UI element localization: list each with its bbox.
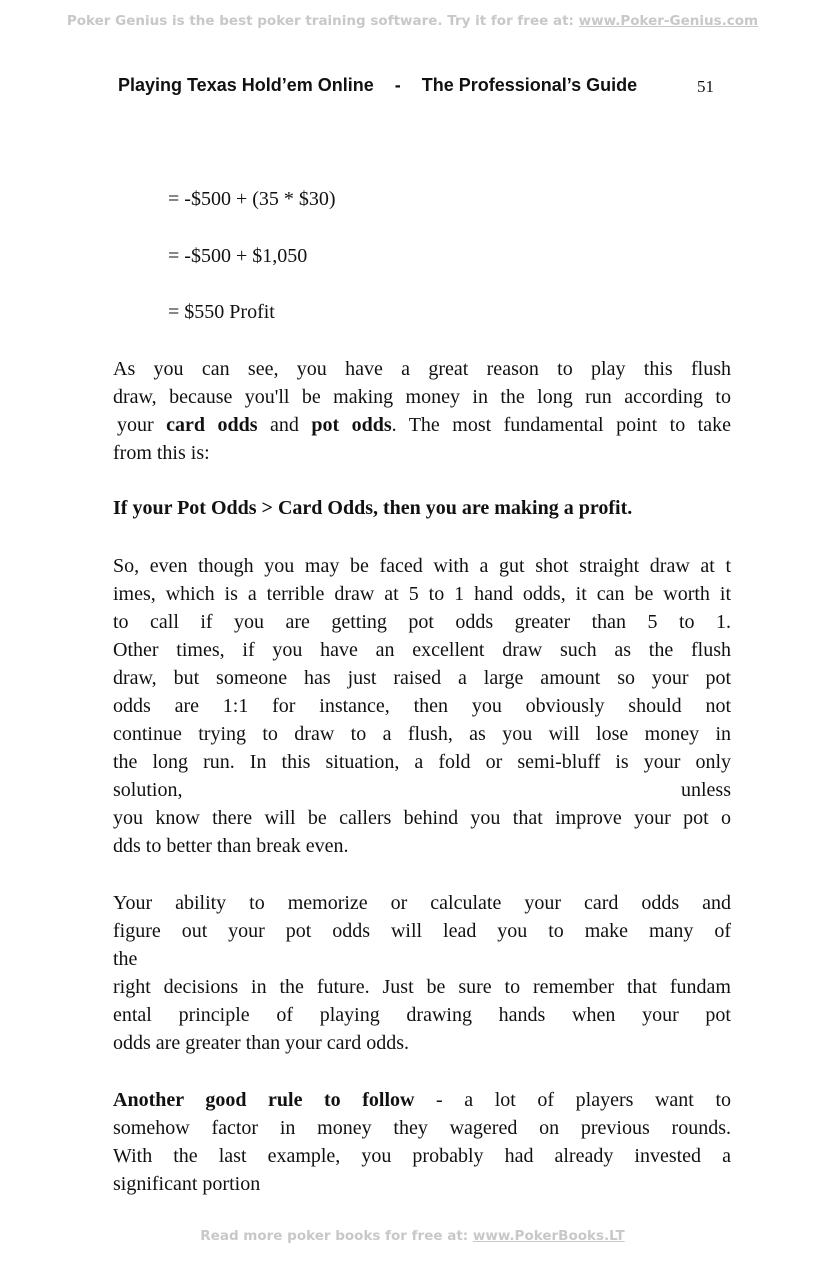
text-line: solution, unless: [113, 779, 731, 801]
poker-genius-link[interactable]: www.Poker-Genius.com: [578, 13, 759, 29]
paragraph-ability: [113, 889, 731, 1057]
running-head: [118, 75, 637, 96]
text-line: Your ability to memorize or calculate your card odds and: [113, 892, 731, 914]
card-odds-term: card odds: [166, 414, 258, 436]
text-run: and: [257, 414, 312, 436]
text-run: - a lot of players want to: [414, 1089, 731, 1111]
promo-banner-bottom-text: Read more poker books for free at:: [200, 1228, 473, 1244]
equation-line: = -$500 + (35 * $30): [168, 188, 336, 210]
text-line: the long run. In this situation, a fold or semi-bluff is your only: [113, 751, 731, 773]
text-run: . The most fundamental point to take: [391, 414, 731, 436]
text-line: As you can see, you have a great reason to play this flush: [113, 358, 731, 380]
pokerbooks-link[interactable]: www.PokerBooks.LT: [472, 1228, 625, 1244]
another-rule-lead: Another good rule to follow: [113, 1089, 415, 1111]
text-line: imes, which is a terrible draw at 5 to 1 hand odds, it can be worth it: [113, 583, 731, 605]
running-head-separator: -: [394, 75, 401, 95]
text-run: your: [117, 414, 167, 436]
equation-line: = $550 Profit: [168, 301, 275, 323]
text-line: draw, but someone has just raised a large amount so your pot: [113, 667, 731, 689]
text-line: continue trying to draw to a flush, as you will lose money in: [113, 723, 731, 745]
text-line: [113, 1086, 731, 1114]
promo-banner-top: [0, 13, 825, 29]
pot-odds-term: pot odds: [311, 414, 392, 436]
text-line: So, even though you may be faced with a gut shot straight draw at t: [113, 555, 731, 577]
equation-line: = -$500 + $1,050: [168, 245, 308, 267]
text-line: to call if you are getting pot odds greater than 5 to 1.: [113, 611, 731, 633]
text-line: right decisions in the future. Just be sure to remember that fundam: [113, 976, 731, 998]
text-line: significant portion: [113, 1173, 261, 1195]
book-title: Playing Texas Hold’em Online: [118, 75, 374, 95]
paragraph-gutshot: [113, 552, 731, 860]
text-line: ental principle of playing drawing hands when your pot: [113, 1004, 731, 1026]
text-line: from this is:: [113, 442, 210, 464]
page-number: 51: [697, 77, 714, 96]
text-line: somehow factor in money they wagered on previous rounds.: [113, 1117, 731, 1139]
text-line: Other times, if you have an excellent draw such as the flush: [113, 639, 731, 661]
text-line: odds are greater than your card odds.: [113, 1032, 409, 1054]
promo-banner-top-text: Poker Genius is the best poker training software. Try it for free at:: [66, 13, 579, 29]
text-line: draw, because you'll be making money in the long run according to: [113, 386, 731, 408]
text-line: you know there will be callers behind you that improve your pot o: [113, 807, 731, 829]
text-line: figure out your pot odds will lead you to make many of: [113, 920, 731, 942]
text-line: odds are 1:1 for instance, then you obviously should not: [113, 695, 731, 717]
promo-banner-bottom: [0, 1228, 825, 1244]
key-rule: If your Pot Odds > Card Odds, then you are making a profit.: [113, 497, 633, 519]
paragraph-intro: [113, 355, 731, 467]
text-line: dds to better than break even.: [113, 835, 349, 857]
paragraph-another-rule: [113, 1086, 731, 1198]
book-subtitle: The Professional’s Guide: [421, 75, 638, 95]
text-line: With the last example, you probably had already invested a: [113, 1145, 731, 1167]
text-line: [113, 411, 731, 439]
text-line: the: [113, 948, 138, 970]
